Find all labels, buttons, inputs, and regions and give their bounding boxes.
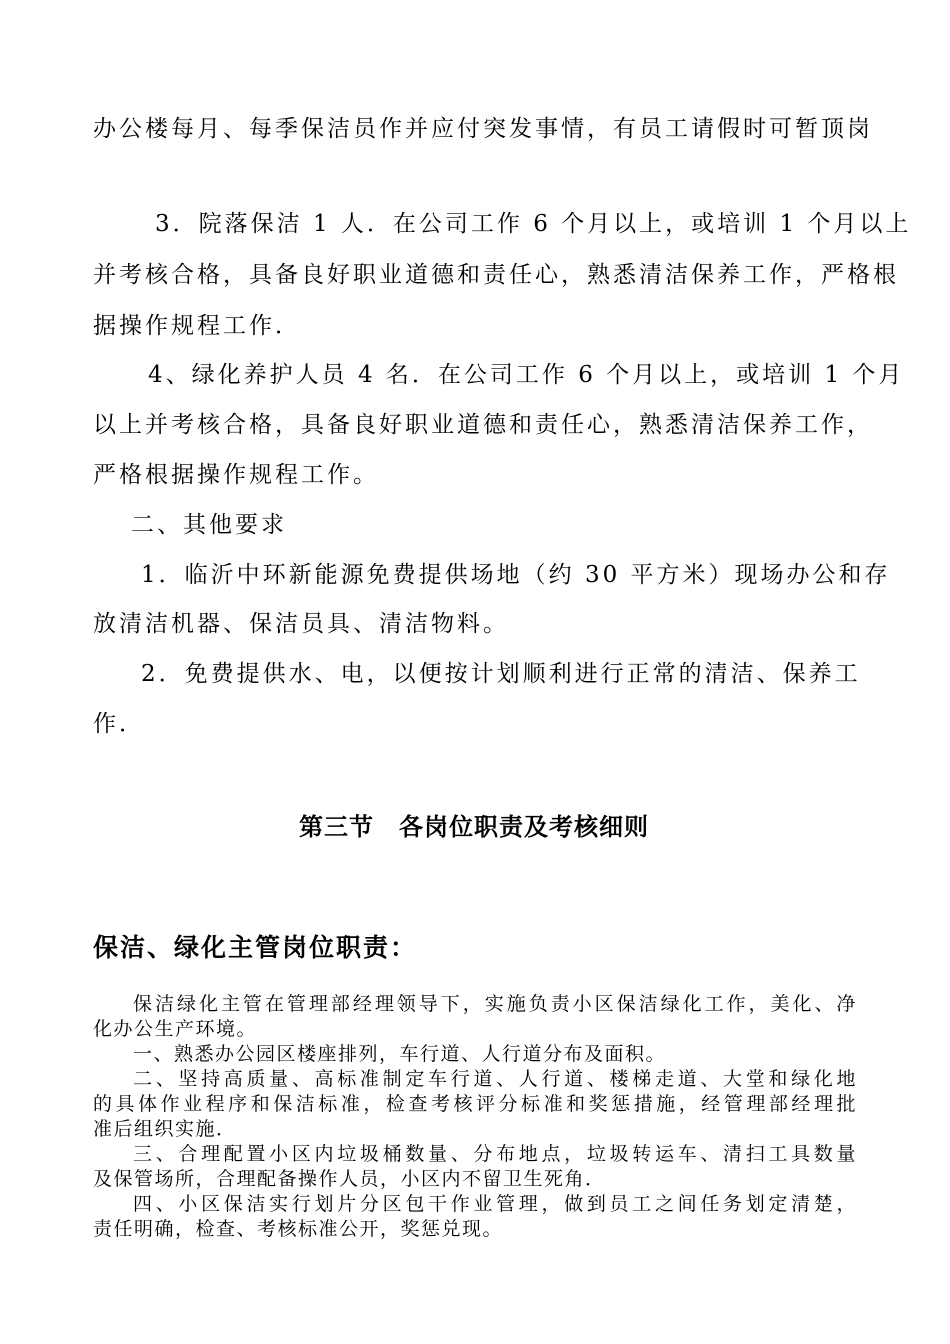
duty-line: 责任明确，检查、考核标准公开，奖惩兑现。 <box>93 1218 504 1240</box>
paragraph-line: 2．免费提供水、电，以便按计划顺利进行正常的清洁、保养工 <box>141 661 861 687</box>
subsection-title: 保洁、绿化主管岗位职责： <box>93 933 418 962</box>
paragraph-line: 放清洁机器、保洁员具、清洁物料。 <box>93 611 509 637</box>
duty-line: 一、熟悉办公园区楼座排列，车行道、人行道分布及面积。 <box>133 1043 667 1065</box>
subheading: 二、其他要求 <box>131 512 287 538</box>
paragraph-line: 据操作规程工作． <box>93 313 301 339</box>
paragraph-line: 以上并考核合格，具备良好职业道德和责任心，熟悉清洁保养工作， <box>93 412 873 438</box>
section-title: 第三节 各岗位职责及考核细则 <box>299 813 649 841</box>
duty-line: 准后组织实施． <box>93 1118 237 1140</box>
duty-line: 二、坚持高质量、高标准制定车行道、人行道、楼梯走道、大堂和绿化地 <box>133 1068 857 1090</box>
duty-line: 保洁绿化主管在管理部经理领导下，实施负责小区保洁绿化工作，美化、净 <box>133 993 857 1015</box>
duty-line: 三、合理配置小区内垃圾桶数量、分布地点，垃圾转运车、清扫工具数量 <box>133 1143 857 1165</box>
paragraph-line: 办公楼每月、每季保洁员作并应付突发事情，有员工请假时可暂顶岗 <box>93 116 873 142</box>
paragraph-line: 3．院落保洁 1 人．在公司工作 6 个月以上，或培训 1 个月以上 <box>155 211 912 237</box>
paragraph-line: 1．临沂中环新能源免费提供场地（约 30 平方米）现场办公和存 <box>141 562 891 588</box>
duty-line: 及保管场所，合理配备操作人员，小区内不留卫生死角． <box>93 1168 606 1190</box>
duty-line: 化办公生产环境。 <box>93 1018 258 1040</box>
paragraph-line: 4、绿化养护人员 4 名．在公司工作 6 个月以上，或培训 1 个月 <box>148 362 905 388</box>
paragraph-line: 严格根据操作规程工作。 <box>93 462 379 488</box>
paragraph-line: 并考核合格，具备良好职业道德和责任心，熟悉清洁保养工作，严格根 <box>93 262 899 288</box>
duty-line: 的具体作业程序和保洁标准，检查考核评分标准和奖惩措施，经管理部经理批 <box>93 1093 857 1115</box>
paragraph-line: 作． <box>93 711 145 737</box>
duty-line: 四、小区保洁实行划片分区包干作业管理，做到员工之间任务划定清楚， <box>133 1193 857 1215</box>
